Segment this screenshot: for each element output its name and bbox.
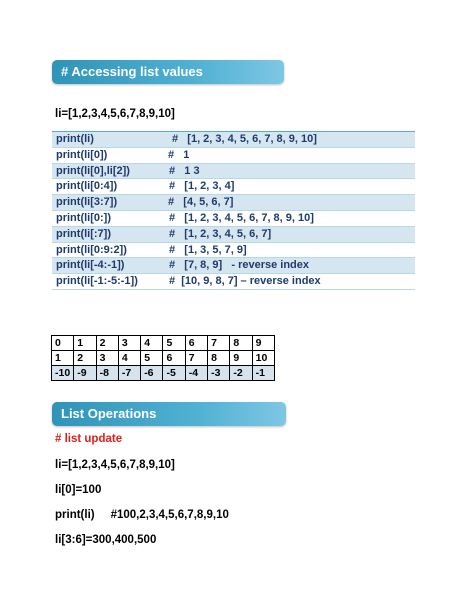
table-cell: 6 <box>185 336 207 351</box>
table-cell: -8 <box>96 366 118 381</box>
code-line: li[3:6]=300,400,500 <box>55 534 157 546</box>
section-banner-accessing <box>52 60 284 84</box>
table-row <box>52 351 275 366</box>
code-row: print(li[-1:-5:-1]) # [10, 9, 8, 7] – reverse index <box>52 274 415 290</box>
table-cell: 2 <box>74 351 96 366</box>
code-examples-table <box>52 131 415 290</box>
table-cell: 5 <box>141 351 163 366</box>
table-cell: 5 <box>163 336 185 351</box>
table-cell: 1 <box>74 336 96 351</box>
table-cell: 9 <box>230 351 252 366</box>
table-cell: 7 <box>208 336 230 351</box>
table-cell: -4 <box>185 366 207 381</box>
table-row <box>52 336 275 351</box>
table-cell: -3 <box>208 366 230 381</box>
section-banner-operations <box>52 402 286 426</box>
section-title: # Accessing list values <box>61 64 203 79</box>
table-cell: 0 <box>52 336 74 351</box>
table-cell: 1 <box>52 351 74 366</box>
table-cell: 4 <box>118 351 140 366</box>
table-cell: 6 <box>163 351 185 366</box>
code-row: print(li[:7]) # [1, 2, 3, 4, 5, 6, 7] <box>52 227 415 243</box>
table-cell: 3 <box>96 351 118 366</box>
code-row: print(li[0]) # 1 <box>52 148 415 164</box>
code-row: print(li[0:]) # [1, 2, 3, 4, 5, 6, 7, 8, 9, 10] <box>52 211 415 227</box>
table-cell: -7 <box>118 366 140 381</box>
table-cell: 10 <box>252 351 274 366</box>
table-cell: 8 <box>208 351 230 366</box>
code-row: print(li[0:4]) # [1, 2, 3, 4] <box>52 179 415 195</box>
index-table <box>51 335 275 381</box>
table-cell: 2 <box>96 336 118 351</box>
table-cell: -10 <box>52 366 74 381</box>
code-row: print(li[0],li[2]) # 1 3 <box>52 164 415 180</box>
table-cell: 9 <box>252 336 274 351</box>
code-row: print(li[-4:-1]) # [7, 8, 9] - reverse index <box>52 258 415 274</box>
table-cell: -2 <box>230 366 252 381</box>
code-row: print(li[3:7]) # [4, 5, 6, 7] <box>52 195 415 211</box>
table-row <box>52 366 275 381</box>
code-row: print(li[0:9:2]) # [1, 3, 5, 7, 9] <box>52 243 415 259</box>
list-definition: li=[1,2,3,4,5,6,7,8,9,10] <box>55 108 175 120</box>
table-cell: -6 <box>141 366 163 381</box>
code-line: print(li) #100,2,3,4,5,6,7,8,9,10 <box>55 509 229 521</box>
table-cell: -9 <box>74 366 96 381</box>
table-cell: -1 <box>252 366 274 381</box>
table-cell: 3 <box>118 336 140 351</box>
list-update-heading: # list update <box>55 433 123 445</box>
code-line: li[0]=100 <box>55 484 102 496</box>
table-cell: 4 <box>141 336 163 351</box>
table-cell: 8 <box>230 336 252 351</box>
table-cell: 7 <box>185 351 207 366</box>
code-line: li=[1,2,3,4,5,6,7,8,9,10] <box>55 459 175 471</box>
section-title: List Operations <box>61 406 157 421</box>
code-row: print(li) # [1, 2, 3, 4, 5, 6, 7, 8, 9, 10] <box>52 132 415 148</box>
table-cell: -5 <box>163 366 185 381</box>
